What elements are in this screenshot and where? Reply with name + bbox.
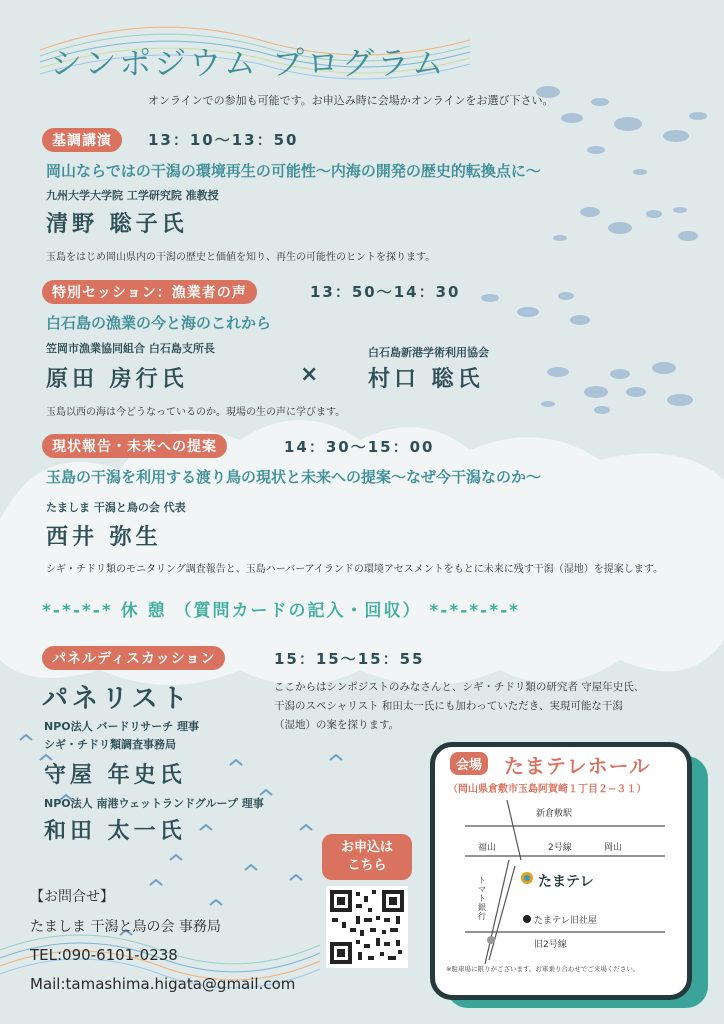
talk-title: 岡山ならではの干潟の環境再生の可能性〜内海の開発の歴史的転換点に〜: [46, 162, 541, 180]
session-time: 15：15〜15：55: [274, 650, 425, 668]
map-note: ※駐車場に限りがございます。お車乗り合わせでご来場ください。: [446, 965, 640, 973]
venue-address: （岡山県倉敷市玉島阿賀崎１丁目２−３１）: [448, 784, 647, 795]
speaker-affiliation: 九州大学大学院 工学研究院 准教授: [46, 189, 219, 202]
speaker-name: 西井 弥生: [46, 525, 162, 550]
map-label-okayama: 岡山: [604, 843, 623, 853]
map-label-old-building: たまテレ旧社屋: [534, 916, 597, 926]
session-time: 14：30〜15：00: [284, 438, 435, 456]
session-tag-keynote: 基調講演: [42, 128, 122, 152]
contact-mail[interactable]: Mail:tamashima.higata@gmail.com: [30, 975, 296, 993]
session-time: 13：50〜14：30: [310, 283, 461, 301]
map-label-station: 新倉敷駅: [536, 809, 573, 819]
cross-symbol: ×: [300, 362, 323, 387]
panelist-name: 和田 太一氏: [44, 819, 186, 844]
speaker-affiliation: 白石島新港学術利用協会: [368, 346, 489, 359]
apply-label: お申込は こちら: [322, 834, 412, 880]
intro-text: オンラインでの参加も可能です。お申込み時に会場かオンラインをお選び下さい。: [148, 94, 554, 107]
panelist-name: 守屋 年史氏: [44, 763, 186, 788]
session-description: 玉島をはじめ岡山県内の干潟の歴史と価値を知り、再生の可能性のヒントを探ります。: [46, 252, 436, 263]
page-title: シンポジウム プログラム: [50, 44, 447, 82]
speaker-name: 清野 聡子氏: [46, 212, 188, 237]
qr-code[interactable]: [326, 886, 408, 968]
speaker-affiliation: たましま 干潟と鳥の会 代表: [46, 501, 186, 514]
session-tag-special: 特別セッション：漁業者の声: [42, 280, 257, 304]
speaker-name: 村口 聡氏: [368, 367, 484, 392]
panelist-affiliation: NPO法人 南港ウェットランドグループ 理事: [44, 797, 264, 810]
panelists-heading: パネリスト: [42, 684, 192, 714]
venue-tag: 会場: [450, 752, 488, 775]
panelist-affiliation: NPO法人 バードリサーチ 理事: [44, 720, 200, 733]
map-label-tomato-bank: トマト銀行: [478, 876, 486, 921]
session-description: 玉島以西の海は今どうなっているのか。現場の生の声に学びます。: [46, 407, 346, 418]
map-label-route2: 2号線: [548, 843, 572, 853]
session-time: 13：10〜13：50: [148, 131, 299, 149]
panelist-affiliation: シギ・チドリ類調査事務局: [44, 738, 176, 751]
talk-title: 白石島の漁業の今と海のこれから: [46, 314, 272, 332]
map-label-old-route2: 旧2号線: [534, 940, 567, 950]
contact-tel[interactable]: TEL:090-6101-0238: [30, 946, 178, 964]
map-logo: たまテレ: [538, 874, 594, 890]
speaker-name: 原田 房行氏: [46, 367, 188, 392]
session-description: シギ・チドリ類のモニタリング調査報告と、玉島ハーバーアイランドの環境アセスメントをもとに未来に残す干潟（湿地）を提案します。: [46, 564, 663, 575]
talk-title: 玉島の干潟を利用する渡り鳥の現状と未来への提案〜なぜ今干潟なのか〜: [46, 468, 542, 486]
contact-org: たましま 干潟と鳥の会 事務局: [30, 919, 221, 935]
session-tag-report: 現状報告・未来への提案: [42, 434, 227, 458]
break-banner: *-*-*-* 休 憩 （質問カードの記入・回収） *-*-*-*-*: [42, 601, 521, 621]
session-tag-panel: パネルディスカッション: [42, 646, 225, 670]
map-label-fukuyama: 福山: [478, 843, 497, 853]
contact-heading: 【お問合せ】: [30, 889, 114, 905]
panel-description: ここからはシンポジストのみなさんと、シギ・チドリ類の研究者 守屋年史氏、 干潟のスペシャリスト 和田太一氏にも加わっていただき、実現可能な干潟 （湿地）の案を探ります。: [274, 681, 645, 731]
venue-name: たまテレホール: [504, 754, 651, 778]
speaker-affiliation: 笠岡市漁業協同組合 白石島支所長: [46, 342, 215, 355]
